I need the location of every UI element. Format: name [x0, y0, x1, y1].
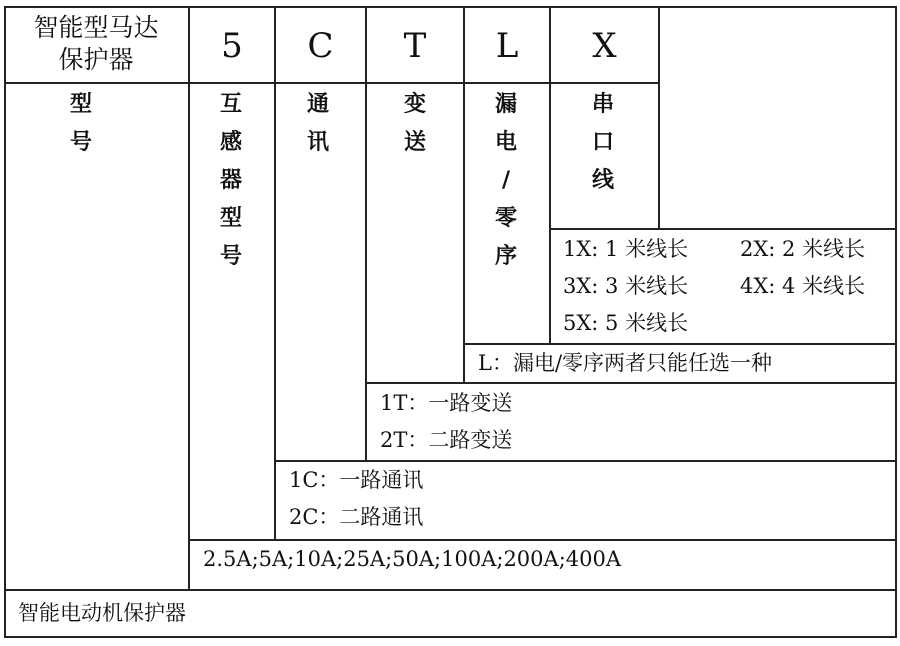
- comm-label: 通 讯: [306, 92, 329, 155]
- cable-option-5x: 5X: 5 米线长: [563, 311, 689, 335]
- transformer-options: 2.5A;5A;10A;25A;50A;100A;200A;400A: [203, 547, 622, 571]
- col-line-6: [658, 6, 660, 229]
- cable-option-1x: 1X: 1 米线长: [563, 237, 689, 261]
- transformer-label: 互 感 器 型 号: [219, 92, 242, 269]
- transmit-top-line: [365, 382, 897, 384]
- border-right: [895, 6, 897, 638]
- cable-option-2x: 2X: 2 米线长: [740, 237, 866, 261]
- header-title: [4, 12, 188, 76]
- border-bottom: [4, 636, 897, 638]
- footer-top-line: [4, 589, 897, 591]
- transmit-option-1t: 1T：一路变送: [380, 391, 513, 415]
- cable-option-3x: 3X: 3 米线长: [563, 274, 689, 298]
- header-divider: [4, 82, 660, 84]
- comm-option-1c: 1C：一路通讯: [289, 468, 424, 492]
- cable-option-4x: 4X: 4 米线长: [740, 274, 866, 298]
- code-c: C: [307, 26, 334, 66]
- comm-option-2c: 2C：二路通讯: [289, 505, 424, 529]
- col-line-3: [365, 6, 367, 461]
- leakage-option: L：漏电/零序两者只能任选一种: [478, 351, 773, 375]
- code-t: T: [403, 26, 427, 66]
- cable-top-line: [549, 228, 897, 230]
- col-line-1: [188, 6, 190, 590]
- footer-product-name: 智能电动机保护器: [18, 601, 186, 625]
- code-l: L: [495, 26, 519, 66]
- model-label: 型 号: [69, 92, 92, 155]
- border-left: [4, 6, 6, 638]
- transmit-label: 变 送: [403, 92, 426, 155]
- cable-label: 串 口 线: [591, 92, 614, 193]
- code-x: X: [592, 26, 617, 66]
- header-title-line1: 智能型马达: [33, 13, 159, 42]
- header-title-line2: 保护器: [58, 45, 134, 74]
- border-top: [4, 6, 897, 8]
- transmit-option-2t: 2T：二路变送: [380, 428, 513, 452]
- leakage-label: 漏 电 / 零 序: [494, 92, 517, 269]
- code-5: 5: [221, 26, 243, 66]
